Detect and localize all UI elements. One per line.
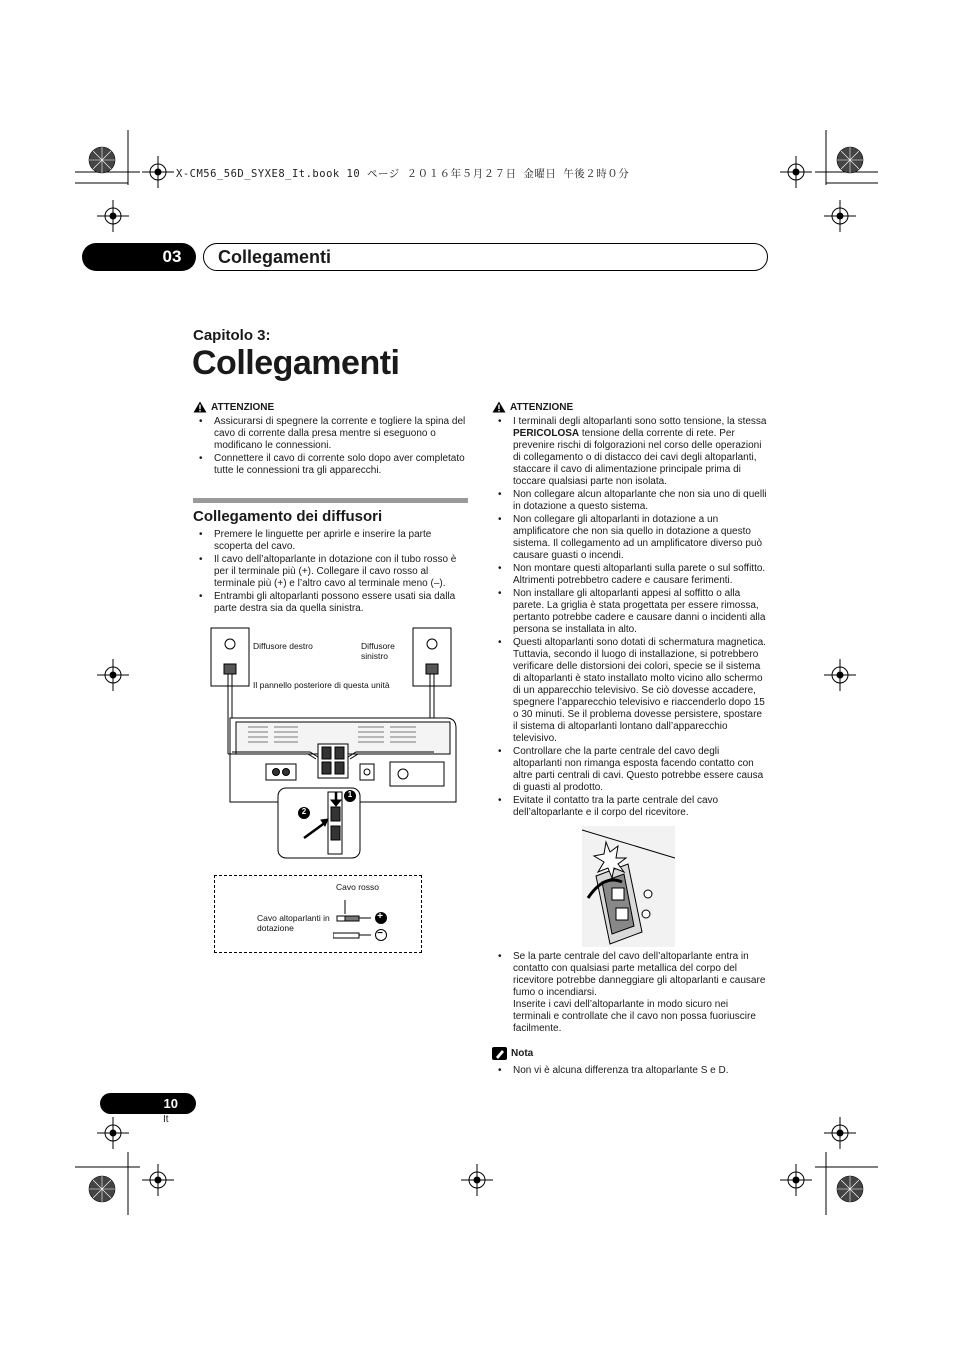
list-item: • Questi altoparlanti sono dotati di schermatura magnetica. Tuttavia, secondo il luogo di installazione, si potrebbero verificare delle distorsioni dei colori, specie se il sistema di altoparlanti è stato installato molto vicino allo schermo di un apparecchio televisivo. Se ciò dovesse accadere, spegnere l’apparecchio televisivo e riaccenderlo dopo 15 o 30 minuti. Se il problema dovesse persistere, spostare il sistema di altoparlanti lontano dall’apparecchio televisivo. bbox=[492, 637, 767, 745]
red-cable-label: Cavo rosso bbox=[336, 882, 379, 892]
chapter-number: 03 bbox=[82, 243, 196, 271]
list-item: • Evitate il contatto tra la parte centrale del cavo dell’altoparlante e il corpo del ricevitore. bbox=[492, 795, 767, 819]
language-code: It bbox=[163, 1114, 169, 1125]
left-speaker-label: Diffusore sinistro bbox=[361, 641, 395, 661]
list-item: • Controllare che la parte centrale del cavo degli altoparlanti non rimanga esposta facendo contatto con altre parti centrali di cavi. Questo potrebbe essere causa di guasti al prodotto. bbox=[492, 746, 767, 794]
terminal-contact-illustration bbox=[582, 826, 675, 947]
list-item: • Non collegare alcun altoparlante che non sia uno di quelli in dotazione a questo sistema. bbox=[492, 489, 767, 513]
step-1-marker: 1 bbox=[347, 790, 353, 799]
list-item: • Non collegare gli altoparlanti in dotazione a un amplificatore che non sia quello in dotazione a questo sistema. Il collegamento ad un amplificatore diverso può causare guasti o incendi. bbox=[492, 514, 767, 562]
right-list-continued bbox=[492, 951, 767, 1036]
list-item: • Il cavo dell’altoparlante in dotazione con il tubo rosso è per il terminale più (+). Collegare il cavo rosso al terminale più (+) e l’altro cavo al terminale meno (–). bbox=[193, 554, 468, 590]
caution-heading bbox=[193, 401, 468, 413]
caution-heading-text: ATTENZIONE bbox=[510, 401, 574, 413]
chapter-title: Collegamenti bbox=[218, 247, 332, 267]
rear-panel-label: Il pannello posteriore di questa unità bbox=[253, 680, 390, 690]
list-item-text: I terminali degli altoparlanti sono sotto tensione, la stessa bbox=[513, 416, 767, 427]
list-item-text: tensione della corrente di rete. Per prevenire rischi di folgorazioni nel corso delle operazioni di collegamento o di distacco dei cavi degli altoparlanti, staccare il cavo di alimentazione principale prima di toccare qualsiasi parte non isolata. bbox=[513, 428, 762, 487]
page-title: Collegamenti bbox=[192, 344, 400, 382]
list-item-text: Se la parte centrale del cavo dell’altoparlante entra in contatto con qualsiasi parte metallica del corpo del ricevitore potrebbe danneggiare gli altoparlanti e causare fumo o incendiarsi. bbox=[513, 951, 766, 998]
cable-detail-box bbox=[214, 875, 422, 953]
pencil-note-icon bbox=[492, 1047, 507, 1060]
list-item: • Entrambi gli altoparlanti possono essere usati sia dalla parte destra sia da quella sinistra. bbox=[193, 591, 468, 615]
list-item-emphasis: PERICOLOSA bbox=[513, 428, 580, 439]
note-block bbox=[492, 1047, 767, 1078]
caution-heading-text: ATTENZIONE bbox=[211, 401, 275, 413]
note-heading-text: Nota bbox=[511, 1048, 534, 1059]
warning-icon bbox=[193, 401, 207, 413]
right-speaker-label: Diffusore destro bbox=[253, 641, 313, 651]
list-item bbox=[492, 951, 767, 1035]
chapter-label: Capitolo 3: bbox=[193, 327, 271, 344]
list-item: • Non vi è alcuna differenza tra altoparlante S e D. bbox=[492, 1065, 767, 1077]
section-title: Collegamento dei diffusori bbox=[193, 508, 383, 525]
list-item-text: Inserite i cavi dell’altoparlante in modo sicuro nei terminali e controllate che il cavo non possa fuoriuscire facilmente. bbox=[513, 999, 756, 1034]
caution-heading bbox=[492, 401, 767, 413]
note-heading bbox=[492, 1047, 767, 1060]
list-item: • Assicurarsi di spegnere la corrente e togliere la spina del cavo di corrente dalla presa mentre si eseguono o modificano le connessioni. bbox=[193, 416, 468, 452]
page-number: 10 bbox=[100, 1093, 196, 1114]
list-item: • Non montare questi altoparlanti sulla parete o sul soffitto. Altrimenti potrebbetro cadere e causare ferimenti. bbox=[492, 563, 767, 587]
step-2-marker: 2 bbox=[301, 807, 307, 816]
right-caution bbox=[492, 401, 767, 820]
list-item: • Connettere il cavo di corrente solo dopo aver completato tutte le connessioni tra gli apparecchi. bbox=[193, 453, 468, 477]
supplied-cable-label: Cavo altoparlanti in dotazione bbox=[257, 913, 330, 933]
minus-symbol: − bbox=[377, 928, 383, 939]
warning-icon bbox=[492, 401, 506, 413]
left-caution bbox=[193, 401, 468, 478]
section-list bbox=[193, 529, 468, 616]
speaker-connection-diagram bbox=[208, 626, 464, 862]
section-divider bbox=[193, 498, 468, 503]
print-header: X-CM56_56D_SYXE8_It.book 10 ページ ２０１６年５月２７日 金曜日 午後２時０分 bbox=[176, 168, 630, 180]
list-item: • Non installare gli altoparlanti appesi al soffitto o alla parete. La griglia è stata progettata per essere rimossa, pertanto potrebbe cadere e causare danni o incidenti alla persona se installata in alto. bbox=[492, 588, 767, 636]
list-item: • Premere le linguette per aprirle e inserire la parte scoperta del cavo. bbox=[193, 529, 468, 553]
plus-symbol: + bbox=[377, 911, 383, 922]
list-item bbox=[492, 416, 767, 488]
speaker-diagram-art bbox=[208, 626, 464, 862]
